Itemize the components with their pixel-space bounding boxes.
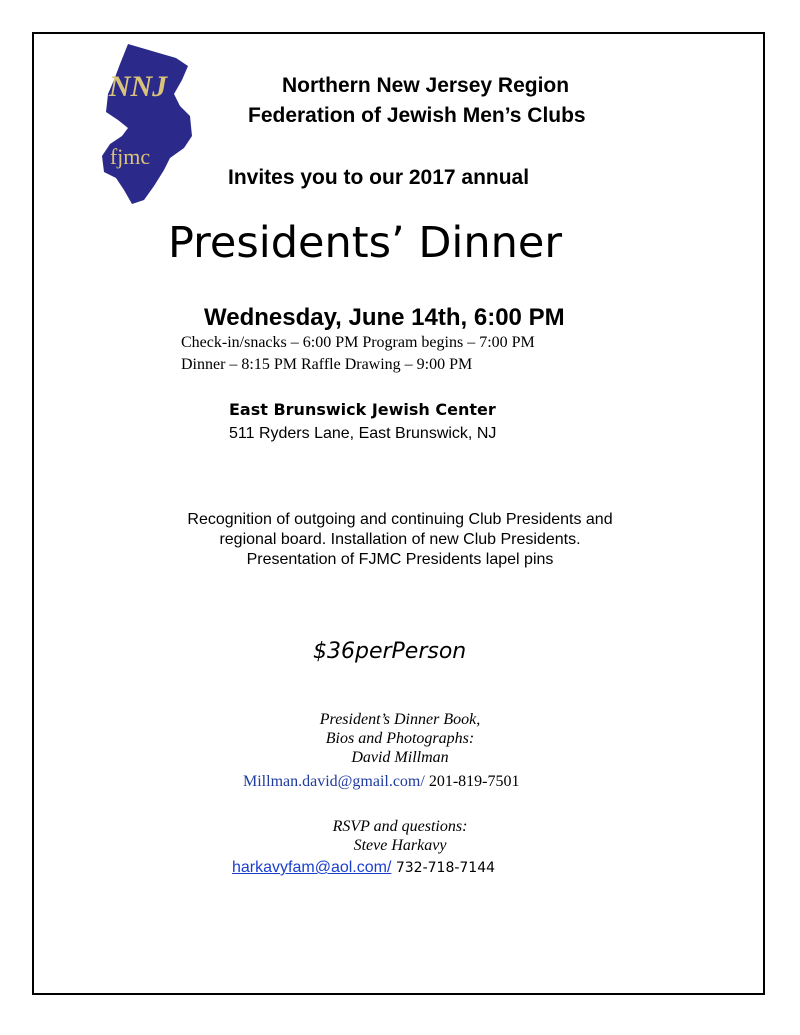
venue-address: 511 Ryders Lane, East Brunswick, NJ: [229, 425, 497, 442]
rsvp-info: [250, 817, 550, 855]
book-line-2: Bios and Photographs:: [325, 730, 475, 747]
logo-top-text: NNJ: [108, 70, 168, 103]
millman-phone: 201-819-7501: [424, 773, 520, 790]
new-jersey-map-icon: [102, 44, 192, 204]
harkavy-email-link[interactable]: harkavyfam@aol.com/: [232, 859, 392, 876]
book-contact: [243, 773, 519, 791]
event-date: Wednesday, June 14th, 6:00 PM: [204, 304, 565, 331]
schedule-line-2: Dinner – 8:15 PM Raffle Drawing – 9:00 PM: [181, 356, 473, 373]
nj-logo: [98, 40, 194, 206]
rsvp-line-1: RSVP and questions:: [332, 818, 468, 835]
page-title: Presidents’ Dinner: [168, 218, 563, 268]
logo-bottom-text: fjmc: [109, 144, 151, 169]
price-text: $36perPerson: [313, 639, 467, 664]
harkavy-phone: 732-718-7144: [391, 860, 496, 876]
schedule-line-1: Check-in/snacks – 6:00 PM Program begins – 7:00 PM: [181, 334, 535, 351]
region-name: Northern New Jersey Region: [282, 74, 570, 97]
federation-name: Federation of Jewish Men’s Clubs: [248, 104, 586, 127]
millman-email-link[interactable]: Millman.david@gmail.com/: [243, 773, 425, 790]
book-line-1: President’s Dinner Book,: [319, 711, 481, 728]
recognition-text: Recognition of outgoing and continuing Club Presidents and regional board. Installation of new Club Presidents. Presentation of FJMC Presidents lapel pins: [187, 511, 613, 568]
dinner-book-info: [250, 710, 550, 767]
venue-name: East Brunswick Jewish Center: [229, 400, 496, 419]
invite-line: Invites you to our 2017 annual: [228, 166, 530, 189]
rsvp-line-2: Steve Harkavy: [353, 837, 447, 854]
rsvp-contact: [232, 859, 495, 877]
book-line-3: David Millman: [351, 749, 449, 766]
